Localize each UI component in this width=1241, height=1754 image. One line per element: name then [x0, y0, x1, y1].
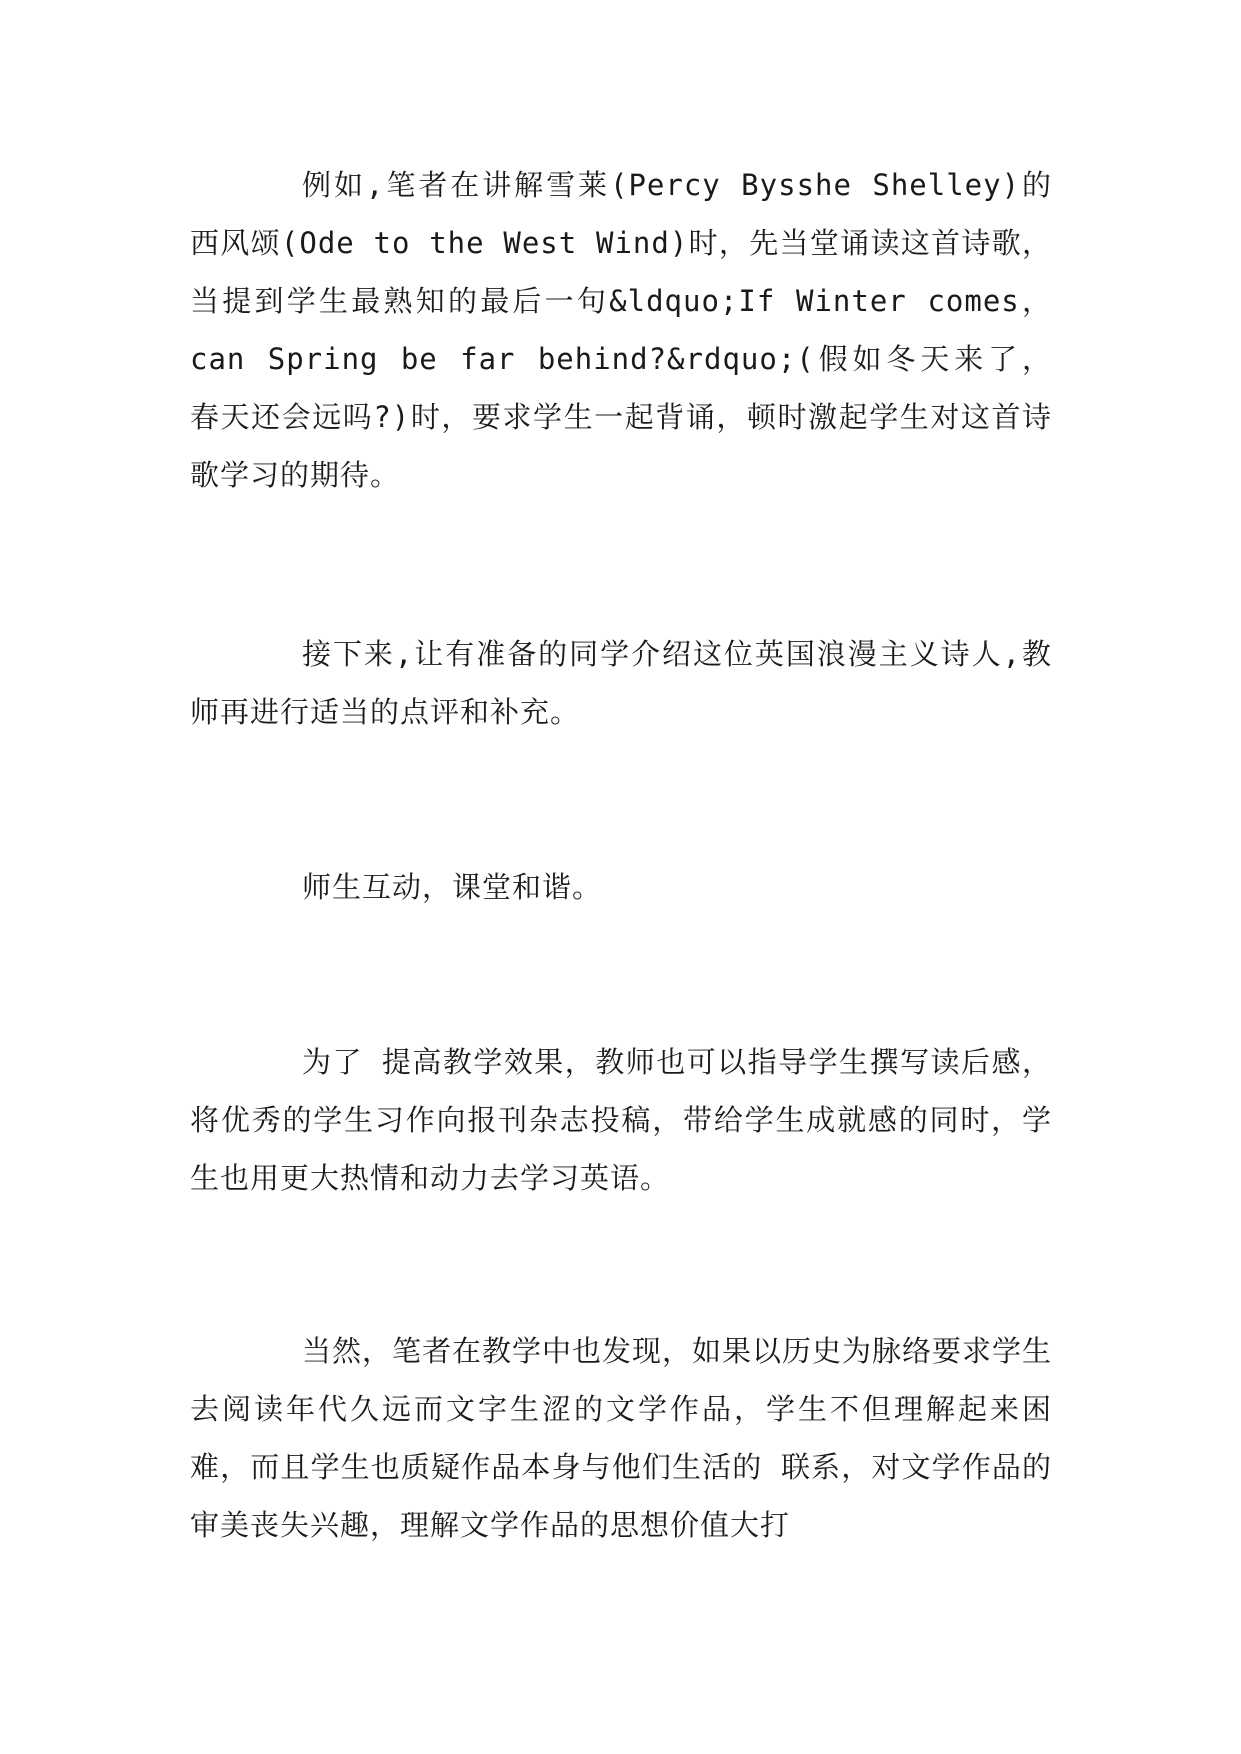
paragraph-shelley-example: 例如,笔者在讲解雪莱(Percy Bysshe Shelley)的西风颂(Ode to the West Wind)时，先当堂诵读这首诗歌，当提到学生最熟知的最后一句&ldquo;If Winter comes， can Spring be far behind?&rdquo;(假如冬天来了， 春天还会远吗?)时，要求学生一起背诵，顿时激起学生对这首诗歌学习的期待。: [190, 168, 1052, 492]
paragraph-student-introduction: 接下来,让有准备的同学介绍这位英国浪漫主义诗人,教师再进行适当的点评和补充。: [190, 637, 1052, 729]
paragraph-interaction: 师生互动，课堂和谐。: [302, 870, 603, 904]
paragraph-problem-found: 当然，笔者在教学中也发现，如果以历史为脉络要求学生去阅读年代久远而文字生涩的文学作品，学生不但理解起来困难，而且学生也质疑作品本身与他们生活的 联系，对文学作品的审美丧失兴趣，理解文学作品的思想价值大打: [190, 1334, 1053, 1542]
paragraph-teaching-effect: 为了 提高教学效果，教师也可以指导学生撰写读后感，将优秀的学生习作向报刊杂志投稿，带给学生成就感的同时，学生也用更大热情和动力去学习英语。: [190, 1045, 1052, 1195]
